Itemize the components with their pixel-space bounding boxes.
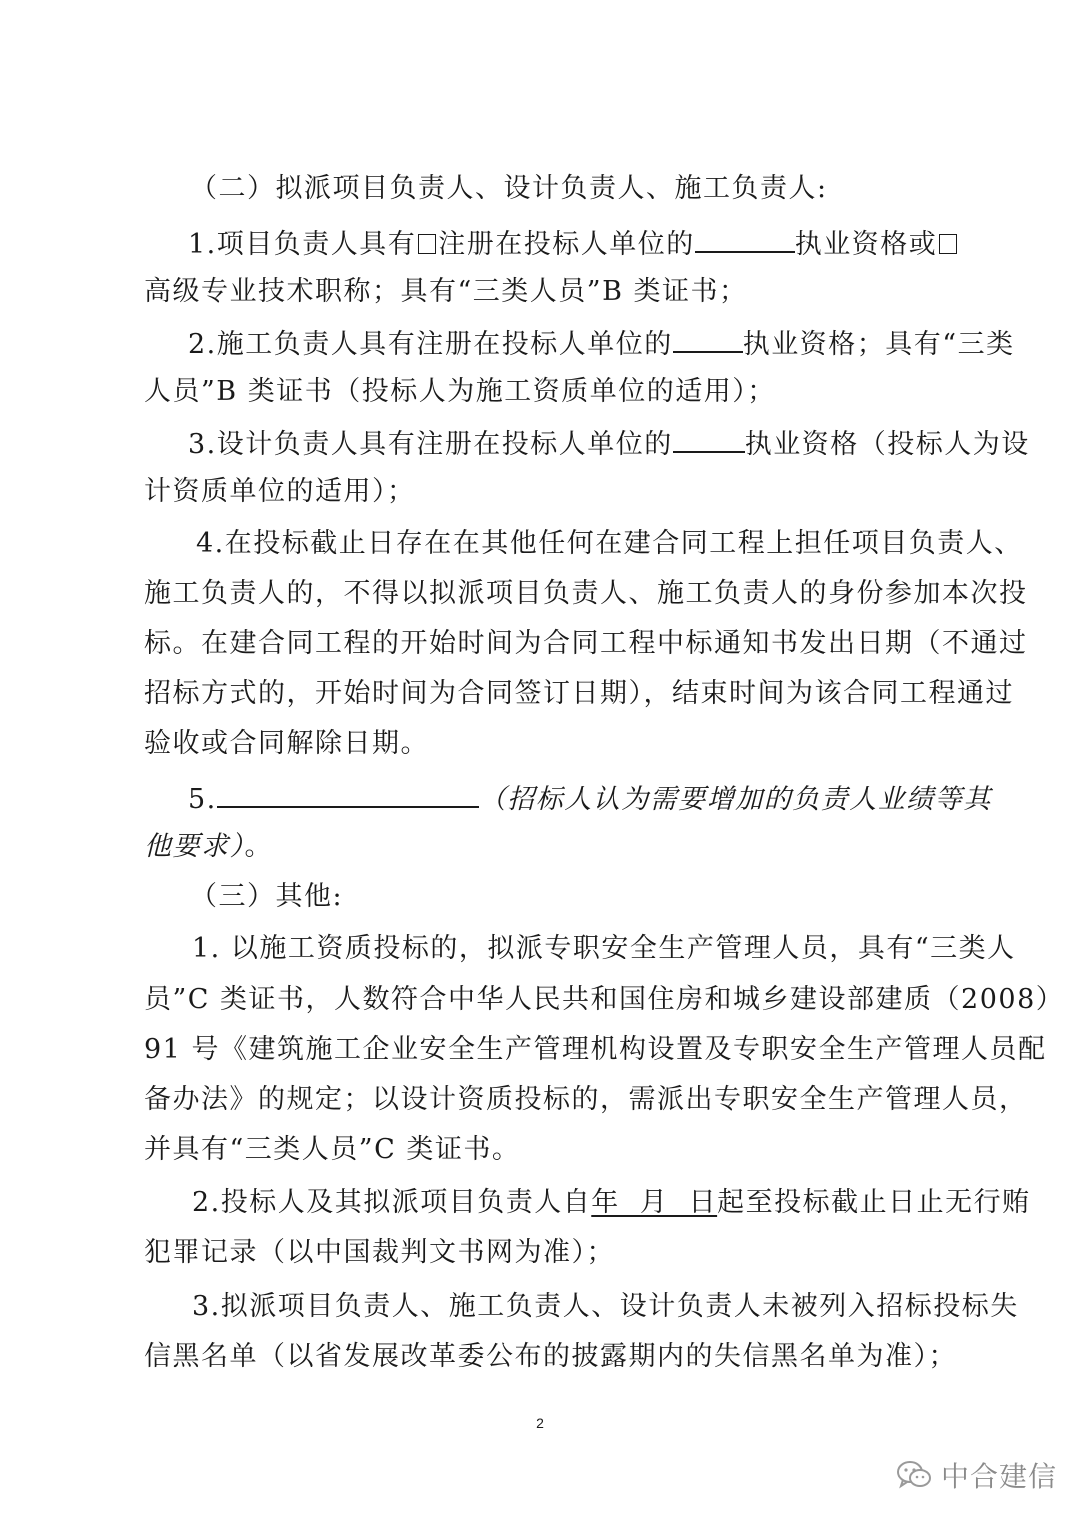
section-2-item-3-line-2: 计资质单位的适用）； (144, 476, 416, 507)
section-3-item-3-line-2: 信黑名单（以省发展改革委公布的披露期内的失信黑名单为准）； (144, 1341, 957, 1372)
section-2-item-1-line-1: 1.项目负责人具有 注册在投标人单位的 执业资格或 (188, 225, 936, 259)
section-2-item-2-line-1: 2.施工负责人具有注册在投标人单位的 执业资格；具有“三类 (188, 325, 936, 359)
section-2-item-4-line-3: 标。在建合同工程的开始时间为合同工程中标通知书发出日期（不通过 (144, 628, 1028, 659)
section-3-item-3-line-1: 3.拟派项目负责人、施工负责人、设计负责人未被列入招标投标失 (192, 1291, 1019, 1322)
section-2-item-5-line-1: 5. （招标人认为需要增加的负责人业绩等其 (188, 780, 936, 814)
section-3-item-2-line-2: 犯罪记录（以中国裁判文书网为准）； (144, 1237, 615, 1268)
checkbox-icon (418, 234, 436, 254)
section-2-item-3-line-1: 3.设计负责人具有注册在投标人单位的 执业资格（投标人为设 (188, 425, 936, 459)
section-3-item-1-line-4: 备办法》的规定；以设计资质投标的，需派出专职安全生产管理人员， (144, 1084, 1028, 1115)
section-2-item-2-line-2: 人员”B 类证书（投标人为施工资质单位的适用）； (144, 376, 776, 407)
section-2-item-1-line-2: 高级专业技术职称；具有“三类人员”B 类证书； (144, 276, 748, 307)
section-2-item-4-line-5: 验收或合同解除日期。 (144, 728, 429, 759)
section-2-item-4-line-1: 4.在投标截止日存在在其他任何在建合同工程上担任项目负责人、 (196, 528, 1023, 559)
fill-in-blank (217, 780, 479, 808)
section-3-item-1-line-3: 91 号《建筑施工企业安全生产管理机构设置及专职安全生产管理人员配 (144, 1034, 1047, 1065)
section-3-heading: （三）其他: (190, 881, 344, 912)
section-2-item-4-line-2: 施工负责人的，不得以拟派项目负责人、施工负责人的身份参加本次投 (144, 578, 1028, 609)
watermark-text: 中合建信 (941, 1460, 1058, 1493)
wechat-icon (895, 1458, 933, 1492)
checkbox-icon (939, 234, 957, 254)
section-2-item-4-line-4: 招标方式的，开始时间为合同签订日期），结束时间为该合同工程通过 (144, 678, 1014, 709)
section-3-item-1-line-5: 并具有“三类人员”C 类证书。 (144, 1134, 521, 1165)
page-number: 2 (536, 1415, 544, 1431)
fill-in-blank (695, 225, 795, 253)
fill-in-blank (673, 325, 743, 353)
fill-in-blank (673, 425, 745, 453)
section-3-item-1-line-2: 员”C 类证书，人数符合中华人民共和国住房和城乡建设部建质（2008） (144, 984, 1065, 1015)
section-3-item-2-line-1: 2.投标人及其拟派项目负责人自年 月 日起至投标截止日止无行贿 (192, 1187, 1031, 1218)
watermark (895, 1455, 1057, 1495)
section-2-heading: （二）拟派项目负责人、设计负责人、施工负责人: (190, 173, 828, 204)
section-2-item-5-line-2: 他要求）。 (144, 831, 273, 862)
section-3-item-1-line-1: 1. 以施工资质投标的，拟派专职安全生产管理人员，具有“三类人 (192, 933, 1016, 964)
